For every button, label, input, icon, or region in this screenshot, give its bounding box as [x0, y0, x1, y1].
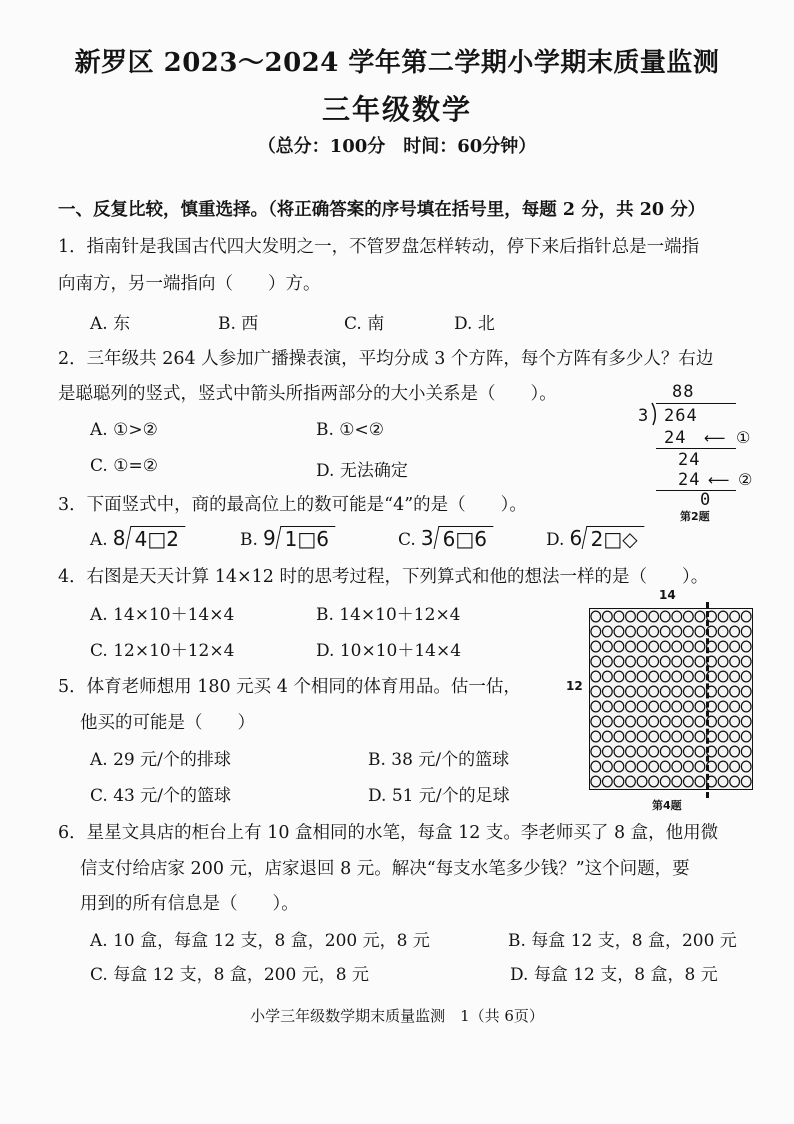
q6-option-d: D. 每盒 12 支，8 盒，8 元: [510, 965, 718, 985]
grid-circle: [614, 626, 624, 637]
grid-circle: [626, 716, 636, 727]
q3-option-b: [240, 526, 333, 550]
grid-circle: [591, 671, 601, 682]
grid-circle: [649, 686, 659, 697]
grid-circle: [591, 656, 601, 667]
grid-circle: [672, 776, 682, 787]
q3-option-d: [546, 526, 642, 550]
final-remainder: 0: [700, 490, 712, 510]
grid-circle: [718, 716, 728, 727]
division-expression: [570, 526, 643, 550]
grid-circle: [695, 746, 705, 757]
divisor: 9: [263, 526, 276, 550]
grid-circle: [649, 611, 659, 622]
q1-option-a: A. 东: [90, 314, 131, 334]
grid-circle: [730, 641, 740, 652]
grid-circle: [626, 656, 636, 667]
grid-circle: [730, 701, 740, 712]
grid-circle: [591, 611, 601, 622]
q4-option-a: A. 14×10＋14×4: [90, 605, 235, 625]
grid-circle: [730, 746, 740, 757]
q5-line2: 他买的可能是（ ）: [80, 713, 255, 733]
grid-circle: [591, 701, 601, 712]
option-letter: D.: [546, 530, 565, 550]
grid-circle: [614, 656, 624, 667]
grid-circle: [591, 776, 601, 787]
grid-circle: [695, 701, 705, 712]
mark-2: ②: [738, 470, 753, 489]
grid-circle: [730, 761, 740, 772]
grid-circle: [730, 671, 740, 682]
division-expression: [113, 526, 183, 550]
grid-circle: [660, 611, 670, 622]
grid-circle: [741, 611, 751, 622]
grid-circle: [637, 686, 647, 697]
grid-circle: [741, 746, 751, 757]
grid-circle: [626, 671, 636, 682]
q5-option-d: D. 51 元/个的足球: [368, 786, 510, 806]
split-line: [706, 602, 709, 798]
grid-circle: [730, 626, 740, 637]
grid-circle: [602, 776, 612, 787]
grid-circle: [741, 761, 751, 772]
option-letter: A.: [90, 530, 108, 550]
grid-circle: [683, 761, 693, 772]
grid-circle: [660, 761, 670, 772]
grid-circle: [626, 611, 636, 622]
grid-circle: [683, 641, 693, 652]
grid-circle: [637, 641, 647, 652]
grid-circle: [602, 731, 612, 742]
line-1: [656, 448, 736, 449]
grid-circle: [718, 611, 728, 622]
grid-circle: [614, 611, 624, 622]
circle-grid: [589, 608, 753, 790]
q2-option-b: B. ①<②: [316, 420, 385, 440]
grid-circle: [718, 641, 728, 652]
grid-circle: [591, 731, 601, 742]
grid-circle: [637, 671, 647, 682]
grid-circle: [602, 671, 612, 682]
q2-option-d: D. 无法确定: [316, 461, 408, 481]
q2-line1: 2．三年级共 264 人参加广播操表演，平均分成 3 个方阵，每个方阵有多少人？右边: [58, 349, 714, 369]
grid-circle: [741, 641, 751, 652]
page-title: 新罗区 2023～2024 学年第二学期小学期末质量监测: [74, 48, 720, 78]
grid-circle: [672, 626, 682, 637]
grid-circle: [660, 701, 670, 712]
grid-circle: [672, 656, 682, 667]
dividend: 6□6: [442, 527, 487, 551]
dividend: 1□6: [284, 527, 329, 551]
grid-circle: [637, 716, 647, 727]
grid-circle: [602, 701, 612, 712]
grid-circle: [695, 686, 705, 697]
grid-circle: [695, 656, 705, 667]
q6-option-a: A. 10 盒，每盒 12 支，8 盒，200 元，8 元: [90, 931, 430, 951]
grid-circle: [602, 686, 612, 697]
exam-meta: （总分：100分 时间：60分钟）: [257, 136, 537, 157]
grid-circle: [591, 716, 601, 727]
q1-option-b: B. 西: [218, 314, 259, 334]
grid-circle: [683, 626, 693, 637]
q4-option-c: C. 12×10＋12×4: [90, 641, 235, 661]
grid-circle: [660, 626, 670, 637]
grid-circle: [602, 761, 612, 772]
grid-circle: [637, 656, 647, 667]
grid-circle: [637, 776, 647, 787]
grid-circle: [614, 746, 624, 757]
grid-circle: [649, 626, 659, 637]
step2-remainder: 24: [678, 450, 701, 470]
grid-circle: [649, 656, 659, 667]
division-expression: [421, 526, 491, 550]
grid-circle: [730, 731, 740, 742]
q1-line1: 1．指南针是我国古代四大发明之一，不管罗盘怎样转动，停下来后指针总是一端指: [58, 237, 700, 257]
q2-option-c: C. ①=②: [90, 456, 158, 476]
grid-circle: [614, 761, 624, 772]
circle-grid-drawing: [590, 609, 752, 789]
grid-circle: [695, 611, 705, 622]
grid-circle: [672, 671, 682, 682]
grid-circle: [649, 716, 659, 727]
dividend: 4□2: [134, 527, 179, 551]
q5-option-b: B. 38 元/个的篮球: [368, 750, 510, 770]
grid-circle: [741, 671, 751, 682]
q4-figure-caption: 第4题: [652, 799, 682, 812]
grid-circle: [741, 731, 751, 742]
divisor: 3: [420, 526, 434, 550]
grid-circle: [683, 656, 693, 667]
grid-circle: [626, 701, 636, 712]
grid-circle: [695, 761, 705, 772]
grid-circle: [718, 686, 728, 697]
grid-circle: [626, 776, 636, 787]
division-bracket: [651, 402, 659, 426]
grid-circle: [683, 701, 693, 712]
grid-circle: [683, 671, 693, 682]
grid-circle: [718, 626, 728, 637]
section-heading: 一、反复比较，慎重选择。（将正确答案的序号填在括号里，每题 2 分，共 20 分）: [58, 200, 706, 220]
grid-circle: [591, 626, 601, 637]
grid-circle: [626, 731, 636, 742]
q4-line1: 4．右图是天天计算 14×12 时的思考过程，下列算式和他的想法一样的是（ ）。: [58, 567, 709, 587]
grid-circle: [626, 626, 636, 637]
grid-circle: [695, 716, 705, 727]
q5-option-c: C. 43 元/个的篮球: [90, 786, 231, 806]
grid-circle: [602, 626, 612, 637]
grid-circle: [626, 761, 636, 772]
grid-circle: [672, 716, 682, 727]
step1-product: 24: [664, 428, 687, 448]
grid-circle: [695, 626, 705, 637]
grid-circle: [730, 776, 740, 787]
grid-circle: [614, 716, 624, 727]
grid-circle: [591, 761, 601, 772]
q6-option-b: B. 每盒 12 支，8 盒，200 元: [508, 931, 737, 951]
q2-line2: 是聪聪列的竖式，竖式中箭头所指两部分的大小关系是（ ）。: [58, 384, 557, 404]
dividend: 2□◇: [590, 527, 638, 551]
grid-circle: [614, 731, 624, 742]
arrow-left-icon: ⟵: [708, 471, 730, 489]
q6-line3: 用到的所有信息是（ ）。: [80, 894, 299, 914]
grid-circle: [695, 641, 705, 652]
grid-circle: [741, 701, 751, 712]
q2-figure-caption: 第2题: [680, 510, 710, 523]
grid-circle: [672, 686, 682, 697]
grid-circle: [683, 686, 693, 697]
grid-circle: [660, 746, 670, 757]
grid-circle: [672, 761, 682, 772]
option-letter: B.: [240, 530, 258, 550]
grid-circle: [741, 686, 751, 697]
grid-circle: [660, 716, 670, 727]
grid-circle: [718, 746, 728, 757]
grid-circle: [683, 731, 693, 742]
grid-circle: [602, 656, 612, 667]
grid-circle: [602, 641, 612, 652]
grid-circle: [637, 626, 647, 637]
grid-circle: [649, 701, 659, 712]
grid-circle: [730, 716, 740, 727]
grid-circle: [614, 671, 624, 682]
grid-circle: [695, 671, 705, 682]
grid-circle: [683, 611, 693, 622]
division-expression: [263, 526, 333, 550]
grid-circle: [637, 746, 647, 757]
grid-circle: [626, 686, 636, 697]
line-2: [656, 490, 736, 491]
grid-circle: [672, 641, 682, 652]
grid-circle: [672, 731, 682, 742]
q3-option-c: [398, 526, 491, 550]
grid-circle: [637, 731, 647, 742]
grid-circle: [730, 611, 740, 622]
grid-circle: [730, 686, 740, 697]
grid-circle: [614, 776, 624, 787]
mark-1: ①: [736, 428, 751, 447]
grid-circle: [649, 776, 659, 787]
grid-circle: [718, 731, 728, 742]
page-footer: 小学三年级数学期末质量监测 1（共 6页）: [250, 1007, 544, 1025]
q2-division-figure: [620, 380, 770, 525]
grid-circle: [602, 716, 612, 727]
grid-circle: [660, 641, 670, 652]
grid-circle: [660, 656, 670, 667]
grid-circle: [637, 611, 647, 622]
grid-circle: [626, 641, 636, 652]
grid-circle: [637, 701, 647, 712]
grid-circle: [718, 701, 728, 712]
grid-circle: [683, 776, 693, 787]
grid-circle: [591, 746, 601, 757]
grid-circle: [602, 746, 612, 757]
step2-product: 24: [678, 470, 701, 490]
grid-circle: [660, 731, 670, 742]
page-subtitle: 三年级数学: [321, 93, 472, 126]
q3-option-a: [90, 526, 183, 550]
grid-circle: [660, 686, 670, 697]
grid-circle: [614, 641, 624, 652]
option-letter: C.: [398, 530, 416, 550]
grid-side-label: 12: [566, 679, 583, 693]
q6-line1: 6．星星文具店的柜台上有 10 盒相同的水笔，每盒 12 支。李老师买了 8 盒，他用微: [58, 823, 719, 843]
grid-circle: [602, 611, 612, 622]
grid-circle: [614, 686, 624, 697]
q4-grid-figure: [560, 588, 760, 814]
quotient: 88: [672, 382, 695, 402]
grid-circle: [718, 776, 728, 787]
grid-circle: [672, 701, 682, 712]
grid-circle: [683, 716, 693, 727]
grid-circle: [695, 731, 705, 742]
grid-circle: [718, 671, 728, 682]
grid-circle: [741, 656, 751, 667]
grid-circle: [591, 686, 601, 697]
grid-circle: [695, 776, 705, 787]
grid-circle: [672, 746, 682, 757]
grid-circle: [672, 611, 682, 622]
grid-circle: [718, 656, 728, 667]
grid-circle: [741, 626, 751, 637]
q1-option-d: D. 北: [454, 314, 495, 334]
q1-line2: 向南方，另一端指向（ ）方。: [58, 274, 321, 294]
grid-circle: [683, 746, 693, 757]
grid-circle: [591, 641, 601, 652]
q1-option-c: C. 南: [344, 314, 385, 334]
q3-line1: 3．下面竖式中，商的最高位上的数可能是“4”的是（ ）。: [58, 495, 527, 515]
divisor: 3: [638, 406, 650, 426]
grid-top-label: 14: [659, 588, 676, 602]
dividend: 264: [664, 406, 698, 426]
grid-circle: [741, 776, 751, 787]
grid-circle: [649, 761, 659, 772]
grid-circle: [660, 776, 670, 787]
grid-circle: [649, 746, 659, 757]
q6-line2: 信支付给店家 200 元，店家退回 8 元。解决“每支水笔多少钱？”这个问题，要: [80, 859, 690, 879]
grid-circle: [649, 731, 659, 742]
q5-line1: 5．体育老师想用 180 元买 4 个相同的体育用品。估一估，: [58, 677, 521, 697]
q6-option-c: C. 每盒 12 支，8 盒，200 元，8 元: [90, 965, 369, 985]
grid-circle: [614, 701, 624, 712]
grid-circle: [741, 716, 751, 727]
grid-circle: [718, 761, 728, 772]
divisor: 6: [569, 526, 583, 550]
q5-option-a: A. 29 元/个的排球: [90, 750, 231, 770]
grid-circle: [649, 671, 659, 682]
q4-option-b: B. 14×10＋12×4: [316, 605, 461, 625]
arrow-left-icon: ⟵: [704, 429, 726, 447]
grid-circle: [649, 641, 659, 652]
grid-circle: [660, 671, 670, 682]
q2-option-a: A. ①>②: [90, 420, 158, 440]
quotient-bar: [656, 403, 736, 404]
grid-circle: [730, 656, 740, 667]
divisor: 8: [112, 526, 126, 550]
grid-circle: [626, 746, 636, 757]
grid-circle: [637, 761, 647, 772]
q4-option-d: D. 10×10＋14×4: [316, 641, 462, 661]
